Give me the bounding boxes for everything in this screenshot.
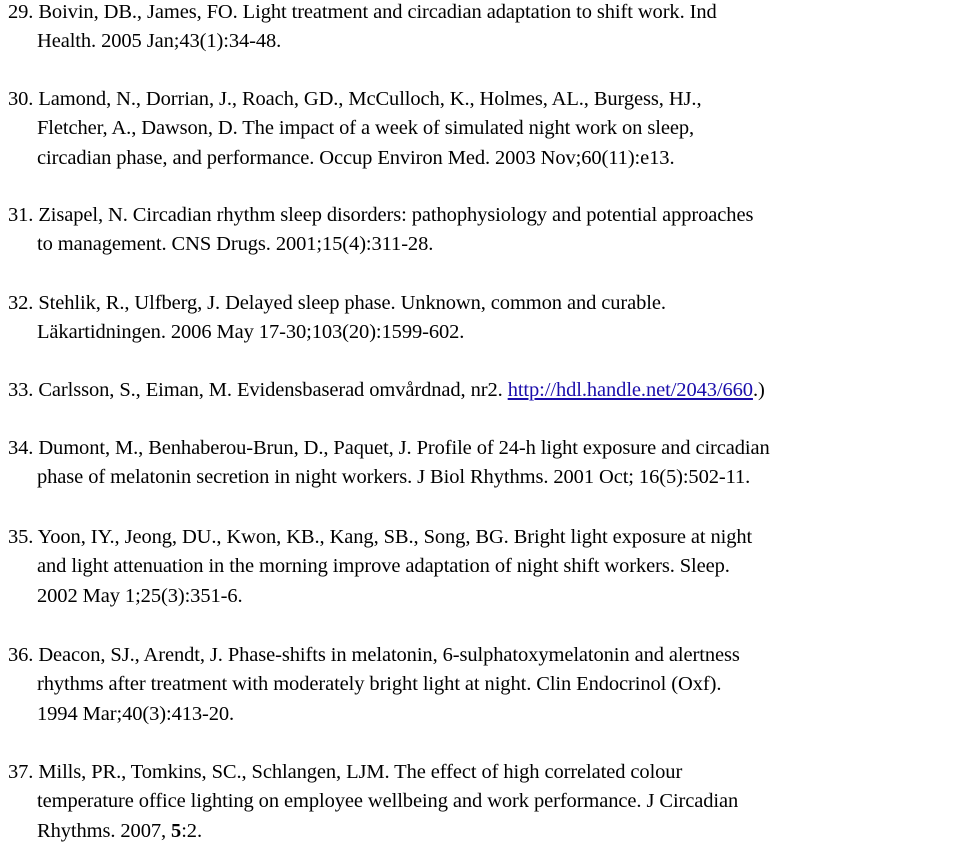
reference-line: and light attenuation in the morning improve adaptation of night shift workers. Sleep. (37, 555, 730, 578)
reference-line (8, 817, 958, 846)
reference-line: 1994 Mar;40(3):413-20. (37, 702, 235, 725)
reference-item-35 (8, 523, 958, 611)
reference-line: 29. Boivin, DB., James, FO. Light treatment and circadian adaptation to shift work. Ind (8, 1, 717, 23)
reference-link[interactable]: http://hdl.handle.net/2043/660 (507, 379, 753, 401)
reference-text: Rhythms. 2007, (37, 819, 172, 842)
reference-line (8, 376, 958, 405)
volume-number: 5 (171, 819, 182, 842)
reference-text: 33. Carlsson, S., Eiman, M. Evidensbaserad omvårdnad, nr2. (8, 379, 508, 401)
reference-item-36 (8, 641, 958, 729)
reference-line: 31. Zisapel, N. Circadian rhythm sleep disorders: pathophysiology and potential approaches (8, 204, 754, 226)
reference-line: 32. Stehlik, R., Ulfberg, J. Delayed sleep phase. Unknown, common and curable. (8, 292, 666, 314)
reference-line: 2002 May 1;25(3):351-6. (37, 584, 243, 607)
reference-line: phase of melatonin secretion in night workers. J Biol Rhythms. 2001 Oct; 16(5):502-11. (37, 466, 751, 489)
reference-line: 35. Yoon, IY., Jeong, DU., Kwon, KB., Kang, SB., Song, BG. Bright light exposure at night (8, 526, 753, 548)
reference-line: circadian phase, and performance. Occup Environ Med. 2003 Nov;60(11):e13. (37, 146, 675, 169)
reference-line: 36. Deacon, SJ., Arendt, J. Phase-shifts in melatonin, 6-sulphatoxymelatonin and alertness (8, 644, 740, 666)
reference-line: 37. Mills, PR., Tomkins, SC., Schlangen, LJM. The effect of high correlated colour (8, 761, 683, 783)
reference-text: :2. (181, 819, 202, 842)
reference-item-32 (8, 289, 958, 348)
reference-line: Fletcher, A., Dawson, D. The impact of a week of simulated night work on sleep, (37, 117, 694, 140)
reference-item-34 (8, 434, 958, 493)
reference-item-37 (8, 758, 958, 846)
reference-line: Läkartidningen. 2006 May 17-30;103(20):1599-602. (37, 321, 465, 344)
reference-line: to management. CNS Drugs. 2001;15(4):311-28. (37, 233, 434, 256)
reference-line: rhythms after treatment with moderately bright light at night. Clin Endocrinol (Oxf). (37, 673, 722, 696)
reference-item-33 (8, 376, 958, 405)
reference-line: 34. Dumont, M., Benhaberou-Brun, D., Paquet, J. Profile of 24-h light exposure and circadian (8, 437, 770, 459)
reference-line: temperature office lighting on employee wellbeing and work performance. J Circadian (37, 790, 739, 813)
reference-item-31 (8, 201, 958, 260)
reference-item-30 (8, 85, 958, 173)
reference-line: 30. Lamond, N., Dorrian, J., Roach, GD., McCulloch, K., Holmes, AL., Burgess, HJ., (8, 88, 702, 110)
reference-line: Health. 2005 Jan;43(1):34-48. (37, 30, 282, 53)
reference-text: .) (752, 379, 765, 401)
reference-item-29 (8, 0, 958, 57)
